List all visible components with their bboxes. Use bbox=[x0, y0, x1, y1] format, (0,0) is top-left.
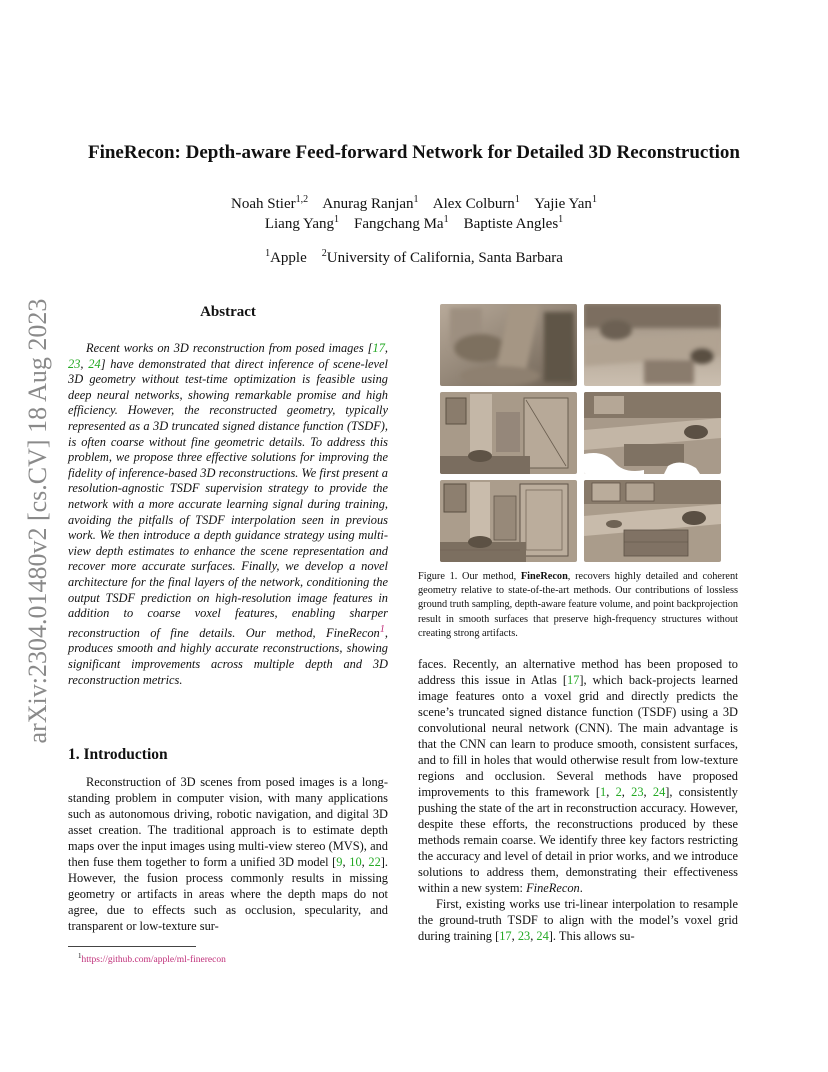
figure-caption: Figure 1. Our method, FineRecon, recovers highly detailed and coherent geometry relative to state-of-the-art methods. Our contributions of lossless ground truth sampling, depth-aware feature volume, and point backprojection result in smooth surfaces that preserve high-frequency structures without creating strong artifacts. bbox=[418, 571, 738, 639]
right-column-text: faces. Recently, an alternative method has been proposed to address this issue in Atlas [17], which back-projects learned image features onto a voxel grid and directly predicts the scene’s truncated signed distance function (TSDF) using a 3D convolutional neural network (CNN). The main advantage is that the CNN can learn to produce smooth, consistent surfaces, and to fill in holes that would otherwise result from low-texture regions and occlusion. Several methods have proposed improvements to this framework [1, 2, 23, 24], consistently pushing the state of the art in reconstruction accuracy. However, despite these efforts, the reconstructions produced by these methods remain coarse. We identify three key factors restricting the accuracy and level of detail in prior works, and we introduce solutions to address them, demonstrating their effectiveness within a new system: FineRecon. First, existing works use tri-linear interpolation to resample the ground-truth TSDF to align with the model’s voxel grid during training [17, 23, 24]. This allows su- bbox=[418, 657, 738, 943]
section-heading-introduction: 1. Introduction bbox=[68, 746, 168, 763]
footnote-marker[interactable]: 1 bbox=[379, 623, 385, 635]
figure-1 bbox=[418, 304, 738, 560]
citation-link[interactable]: 23 bbox=[68, 356, 81, 371]
footnote: $^1$https://github.com/apple/ml-finerecon bbox=[78, 952, 226, 966]
author: Fangchang Ma$^1$ bbox=[354, 214, 449, 232]
affiliation: $^2$University of California, Santa Barbara bbox=[321, 248, 563, 266]
abstract-body: Recent works on 3D reconstruction from posed images [17, 23, 24] have demonstrated that direct inference of scene-level 3D geometry without test-time optimization is feasible using deep neural networks, showing remarkable promise and high efficiency. However, the reconstructed geometry, typically represented as a 3D truncated signed distance function (TSDF), is often coarse without fine geometric details. To address this problem, we propose three effective solutions for improving the fidelity of inference-based 3D reconstructions. We first present a resolution-agnostic TSDF supervision strategy to provide the network with a more accurate learning signal during training, avoiding the pitfalls of TSDF interpolation seen in previous work. We then introduce a depth guidance strategy using multi-view depth estimates to enhance the scene representation and recover more accurate surfaces. Finally, we develop a novel architecture for the final layers of the network, conditioning the output TSDF prediction on high-resolution image features in addition to coarse voxel features, enabling sharper reconstruction of fine details. Our method, FineRecon$^1$, produces smooth and highly accurate reconstructions, showing significant improvements across multiple depth and 3D reconstruction metrics. bbox=[68, 341, 388, 687]
render-vortx-scene-2 bbox=[584, 304, 721, 386]
authors-line-2 bbox=[40, 214, 788, 233]
author: Baptiste Angles$^1$ bbox=[463, 214, 564, 232]
render-vortx-scene-1 bbox=[440, 304, 577, 386]
citation-link[interactable]: 23 bbox=[631, 785, 644, 799]
author: Anurag Ranjan$^1$ bbox=[322, 194, 419, 212]
render-simplerecon-scene-1 bbox=[440, 392, 577, 474]
abstract-heading: Abstract bbox=[200, 304, 256, 320]
render-ours-scene-1 bbox=[440, 480, 577, 562]
paper-title: FineRecon: Depth-aware Feed-forward Network for Detailed 3D Reconstruction bbox=[87, 142, 740, 163]
citation-link[interactable]: 1 bbox=[599, 785, 607, 799]
citation-link[interactable]: 2 bbox=[615, 785, 622, 799]
author: Yajie Yan$^1$ bbox=[534, 194, 597, 212]
footnote-link[interactable]: https://github.com/apple/ml-finerecon bbox=[81, 955, 226, 966]
citation-link[interactable]: 9 bbox=[336, 855, 343, 869]
author: Noah Stier$^{1,2}$ bbox=[231, 194, 309, 212]
citation-link[interactable]: 23 bbox=[517, 929, 531, 943]
authors-line-1 bbox=[40, 194, 788, 213]
author: Liang Yang$^1$ bbox=[264, 214, 340, 232]
render-simplerecon-scene-2 bbox=[584, 392, 721, 474]
citation-link[interactable]: 24 bbox=[652, 785, 666, 799]
footnote-divider bbox=[68, 946, 196, 947]
citation-link[interactable]: 17 bbox=[499, 929, 512, 943]
arxiv-stamp: arXiv:2304.01480v2 [cs.CV] 18 Aug 2023 bbox=[23, 298, 52, 744]
affiliations bbox=[40, 248, 788, 267]
affiliation: $^1$Apple bbox=[265, 248, 307, 266]
author: Alex Colburn$^1$ bbox=[432, 194, 520, 212]
intro-paragraph: Reconstruction of 3D scenes from posed images is a long-standing problem in computer vision, with many applications such as autonomous driving, robotic navigation, and digital 3D asset creation. The traditional approach is to estimate depth maps over the input images using multi-view stereo (MVS), and then fuse them together to form a unified 3D model [9, 10, 22]. However, the fusion process commonly results in missing geometry or artifacts in areas where the depth maps do not agree, due to effects such as occlusion, specularity, and transparent or low-texture sur- bbox=[68, 775, 389, 933]
citation-link[interactable]: 24 bbox=[536, 929, 549, 943]
citation-link[interactable]: 22 bbox=[368, 855, 381, 869]
citation-link[interactable]: 10 bbox=[349, 855, 362, 869]
render-ours-scene-2 bbox=[584, 480, 721, 562]
citation-link[interactable]: 17 bbox=[372, 341, 385, 355]
citation-link[interactable]: 24 bbox=[88, 356, 101, 371]
citation-link[interactable]: 17 bbox=[566, 673, 580, 687]
